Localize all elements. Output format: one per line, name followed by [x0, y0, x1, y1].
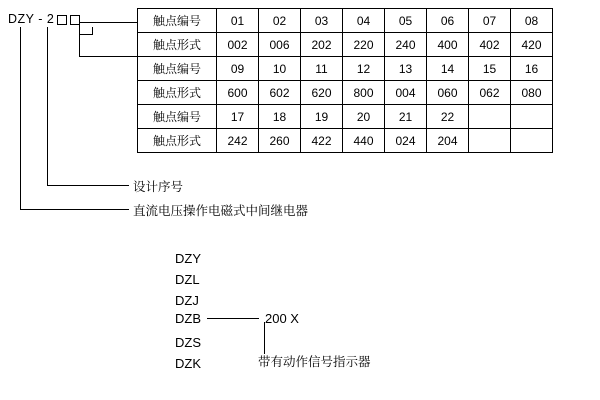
leader-line-relay-horizontal	[20, 209, 129, 210]
table-cell: 14	[427, 57, 469, 81]
list-item: DZK	[175, 356, 201, 371]
table-cell: 402	[469, 33, 511, 57]
table-cell: 004	[385, 81, 427, 105]
table-cell	[511, 105, 553, 129]
table-cell: 13	[385, 57, 427, 81]
table-cell: 03	[301, 9, 343, 33]
table-cell: 04	[343, 9, 385, 33]
leader-line-to-table-vertical	[79, 34, 80, 56]
table-cell: 22	[427, 105, 469, 129]
row-label: 触点编号	[138, 9, 217, 33]
table-cell: 024	[385, 129, 427, 153]
list-item: DZY	[175, 251, 201, 266]
model-code-prefix: DZY - 2	[8, 12, 55, 26]
row-label: 触点形式	[138, 33, 217, 57]
table-cell: 062	[469, 81, 511, 105]
table-cell: 01	[217, 9, 259, 33]
leader-line-box2-vertical	[92, 27, 93, 34]
table-cell: 220	[343, 33, 385, 57]
table-cell: 17	[217, 105, 259, 129]
leader-line-indicator-vertical	[264, 322, 265, 354]
table-cell: 420	[511, 33, 553, 57]
table-cell: 08	[511, 9, 553, 33]
contact-table	[137, 8, 553, 153]
table-cell: 06	[427, 9, 469, 33]
leader-line-row1	[79, 22, 137, 23]
table-row	[138, 9, 553, 33]
table-cell: 002	[217, 33, 259, 57]
table-cell: 260	[259, 129, 301, 153]
table-cell: 602	[259, 81, 301, 105]
table-cell: 060	[427, 81, 469, 105]
list-item: DZB	[175, 311, 201, 326]
family-dzb-row	[175, 311, 299, 326]
table-cell: 204	[427, 129, 469, 153]
table-cell	[469, 105, 511, 129]
contact-table-wrapper	[137, 8, 553, 153]
row-label: 触点形式	[138, 81, 217, 105]
table-cell: 02	[259, 9, 301, 33]
table-cell: 422	[301, 129, 343, 153]
table-cell: 21	[385, 105, 427, 129]
table-cell: 440	[343, 129, 385, 153]
table-cell	[469, 129, 511, 153]
table-cell: 080	[511, 81, 553, 105]
model-code-label	[8, 12, 80, 26]
table-row	[138, 33, 553, 57]
leader-line-design-vertical	[47, 27, 48, 185]
table-cell: 620	[301, 81, 343, 105]
table-cell: 12	[343, 57, 385, 81]
model-code-box-1	[57, 15, 67, 25]
table-cell: 11	[301, 57, 343, 81]
table-row	[138, 105, 553, 129]
row-label: 触点编号	[138, 105, 217, 129]
row-label: 触点编号	[138, 57, 217, 81]
table-cell: 20	[343, 105, 385, 129]
table-cell: 10	[259, 57, 301, 81]
table-cell: 240	[385, 33, 427, 57]
table-cell: 600	[217, 81, 259, 105]
connector-dash	[207, 318, 259, 319]
leader-label-relay-description: 直流电压操作电磁式中间继电器	[133, 204, 309, 218]
leader-line-design-horizontal	[47, 185, 129, 186]
leader-line-relay-vertical	[20, 27, 21, 209]
table-cell: 09	[217, 57, 259, 81]
table-cell: 18	[259, 105, 301, 129]
family-suffix: 200 X	[265, 311, 299, 326]
table-cell: 16	[511, 57, 553, 81]
row-label: 触点形式	[138, 129, 217, 153]
leader-line-row1-stub	[79, 22, 80, 34]
list-item: DZS	[175, 335, 201, 350]
table-row	[138, 81, 553, 105]
leader-line-row2	[79, 56, 137, 57]
table-cell: 400	[427, 33, 469, 57]
table-cell: 202	[301, 33, 343, 57]
table-cell: 15	[469, 57, 511, 81]
table-cell: 19	[301, 105, 343, 129]
leader-label-indicator-note: 带有动作信号指示器	[258, 355, 371, 369]
table-cell: 07	[469, 9, 511, 33]
table-cell: 05	[385, 9, 427, 33]
table-cell: 800	[343, 81, 385, 105]
list-item: DZL	[175, 272, 200, 287]
table-cell	[511, 129, 553, 153]
table-cell: 006	[259, 33, 301, 57]
leader-line-box-join	[79, 34, 93, 35]
leader-label-design-sequence: 设计序号	[133, 180, 184, 194]
list-item: DZJ	[175, 293, 199, 308]
table-row	[138, 129, 553, 153]
table-cell: 242	[217, 129, 259, 153]
table-row	[138, 57, 553, 81]
